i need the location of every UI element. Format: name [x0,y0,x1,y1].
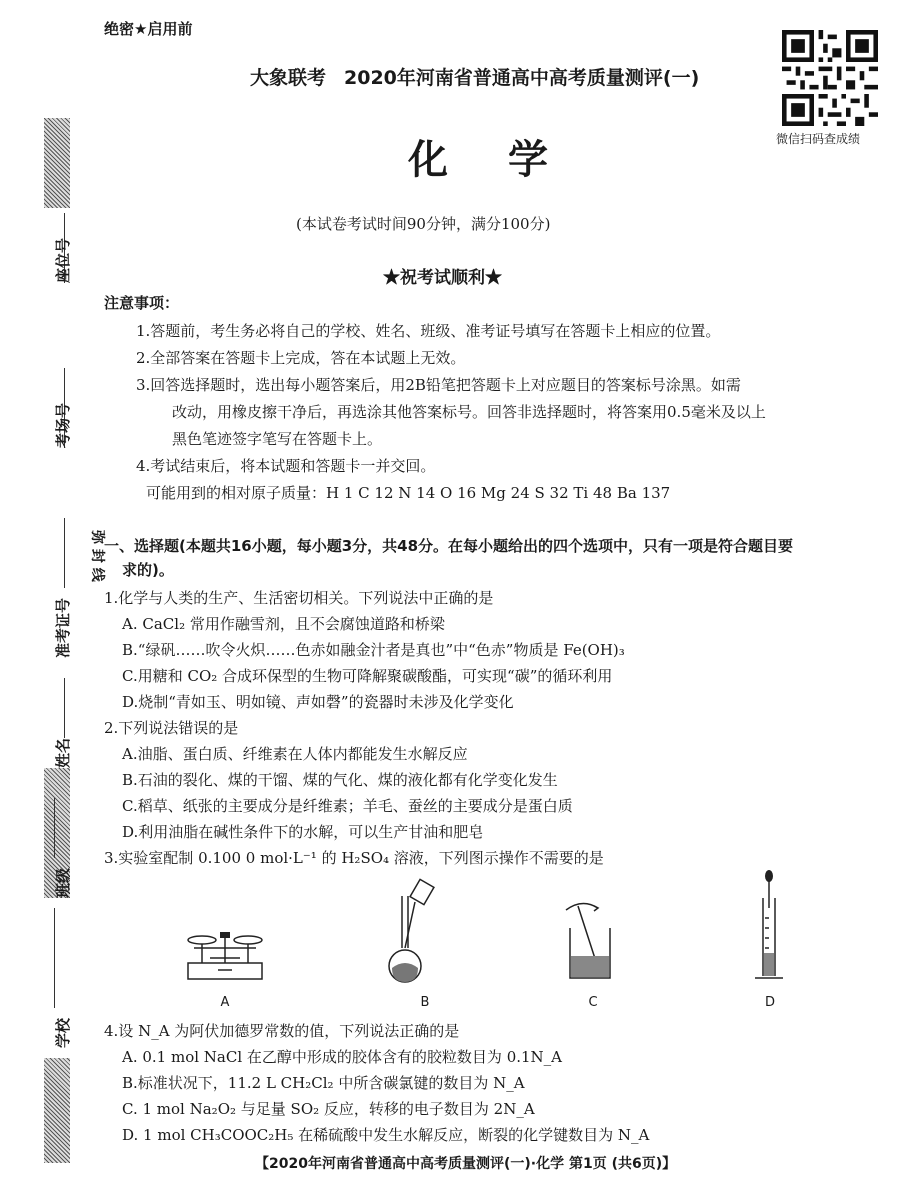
label-name: 姓名 [54,737,72,768]
atomic-masses: 可能用到的相对原子质量：H 1 C 12 N 14 O 16 Mg 24 S 32 Ti 48 Ba 137 [146,484,671,502]
section-heading-line: 求的)。 [122,561,174,579]
option-c: C. 1 mol Na₂O₂ 与足量 SO₂ 反应，转移的电子数目为 2N_A [122,1100,535,1118]
page-footer: 【2020年河南省普通高中高考质量测评(一)·化学 第1页 (共6页)】 [255,1156,677,1172]
notice-title: 注意事项： [104,294,180,312]
exam-title: 2020年河南省普通高中高考质量测评(一) [344,67,700,89]
hatch-bar-top [44,118,70,208]
question-1 [104,585,888,715]
option-a: A. CaCl₂ 常用作融雪剂，且不会腐蚀道路和桥梁 [122,615,445,633]
option-b: B.石油的裂化、煤的干馏、煤的气化、煤的液化都有化学变化发生 [122,771,558,789]
figure-d-cylinder [725,880,815,1010]
notice-item: 黑色笔迹签字笔写在答题卡上。 [172,430,383,448]
exam-header [250,63,699,90]
question-2 [104,715,888,845]
section-heading-line: 一、选择题(本题共16小题，每小题3分，共48分。在每小题给出的四个选项中，只有一项是符合题目要 [104,537,794,555]
figure-label: B [420,995,430,1010]
figure-b-flask [380,880,470,1010]
notice-item: 改动，用橡皮擦干净后，再选涂其他答案标号。回答非选择题时，将答案用0.5毫米及以上 [172,403,766,421]
option-c: C.用糖和 CO₂ 合成环保型的生物可降解聚碳酸酯，可实现“碳”的循环利用 [122,667,613,685]
fill-line-school [54,908,55,1008]
fill-line-ticket [64,518,65,588]
question-stem: 4.设 N_A 为阿伏加德罗常数的值，下列说法正确的是 [104,1022,460,1040]
exam-duration: (本试卷考试时间90分钟，满分100分) [296,215,551,233]
fill-line-name [64,678,65,738]
question-stem: 3.实验室配制 0.100 0 mol·L⁻¹ 的 H₂SO₄ 溶液，下列图示操作不需要的是 [104,849,604,867]
q3-figures [180,880,820,1010]
label-class: 班级 [54,867,72,898]
qr-caption: 微信扫码查成绩 [776,132,861,146]
volumetric-flask-icon [380,878,470,988]
label-seat: 座位号 [54,237,72,283]
hatch-bar-bottom [44,1058,70,1163]
question-4 [104,1018,888,1148]
subject-title: 化学 [408,136,608,183]
option-b: B.标准状况下，11.2 L CH₂Cl₂ 中所含碳氯键的数目为 N_A [122,1074,525,1092]
option-d: D.利用油脂在碱性条件下的水解，可以生产甘油和肥皂 [122,823,484,841]
seal-line-text: 弥 封 线 [89,530,105,582]
balance-icon [180,908,270,988]
label-ticket: 准考证号 [54,597,72,658]
question-stem: 2.下列说法错误的是 [104,719,239,737]
good-luck-text: ★祝考试顺利★ [383,268,502,288]
figure-label: A [220,995,230,1010]
notice-item: 4.考试结束后，将本试题和答题卡一并交回。 [136,457,436,475]
secret-label: 绝密★启用前 [104,20,193,38]
beaker-stirring-icon [548,878,638,988]
figure-c-beaker [548,880,638,1010]
option-a: A. 0.1 mol NaCl 在乙醇中形成的胶体含有的胶粒数目为 0.1N_A [122,1048,563,1066]
option-d: D. 1 mol CH₃COOC₂H₅ 在稀硫酸中发生水解反应，断裂的化学键数目为 N_A [122,1126,650,1144]
label-room: 考场号 [54,402,72,448]
option-d: D.烧制“青如玉、明如镜、声如磬”的瓷器时未涉及化学变化 [122,693,514,711]
figure-label: C [588,995,598,1010]
figure-a-balance [180,880,270,1010]
fill-line-class [54,798,55,858]
option-a: A.油脂、蛋白质、纤维素在人体内都能发生水解反应 [122,745,468,763]
option-b: B.“绿矾……吹令火炽……色赤如融金汁者是真也”中“色赤”物质是 Fe(OH)₃ [122,641,625,659]
section-heading [104,534,892,582]
option-c: C.稻草、纸张的主要成分是纤维素；羊毛、蚕丝的主要成分是蛋白质 [122,797,573,815]
notice-item: 3.回答选择题时，选出每小题答案后，用2B铅笔把答题卡上对应题目的答案标号涂黑。如需 [136,376,741,394]
question-stem: 1.化学与人类的生产、生活密切相关。下列说法中正确的是 [104,589,494,607]
figure-label: D [764,995,775,1010]
qr-code-icon[interactable] [782,30,878,126]
notice-list [104,318,888,507]
binding-strip [44,118,105,1166]
notice-item: 1.答题前，考生务必将自己的学校、姓名、班级、准考证号填写在答题卡上相应的位置。 [136,322,721,340]
graduated-cylinder-icon [725,868,815,988]
exam-org: 大象联考 [250,67,327,89]
notice-item: 2.全部答案在答题卡上完成，答在本试题上无效。 [136,349,466,367]
label-school: 学校 [54,1017,72,1048]
